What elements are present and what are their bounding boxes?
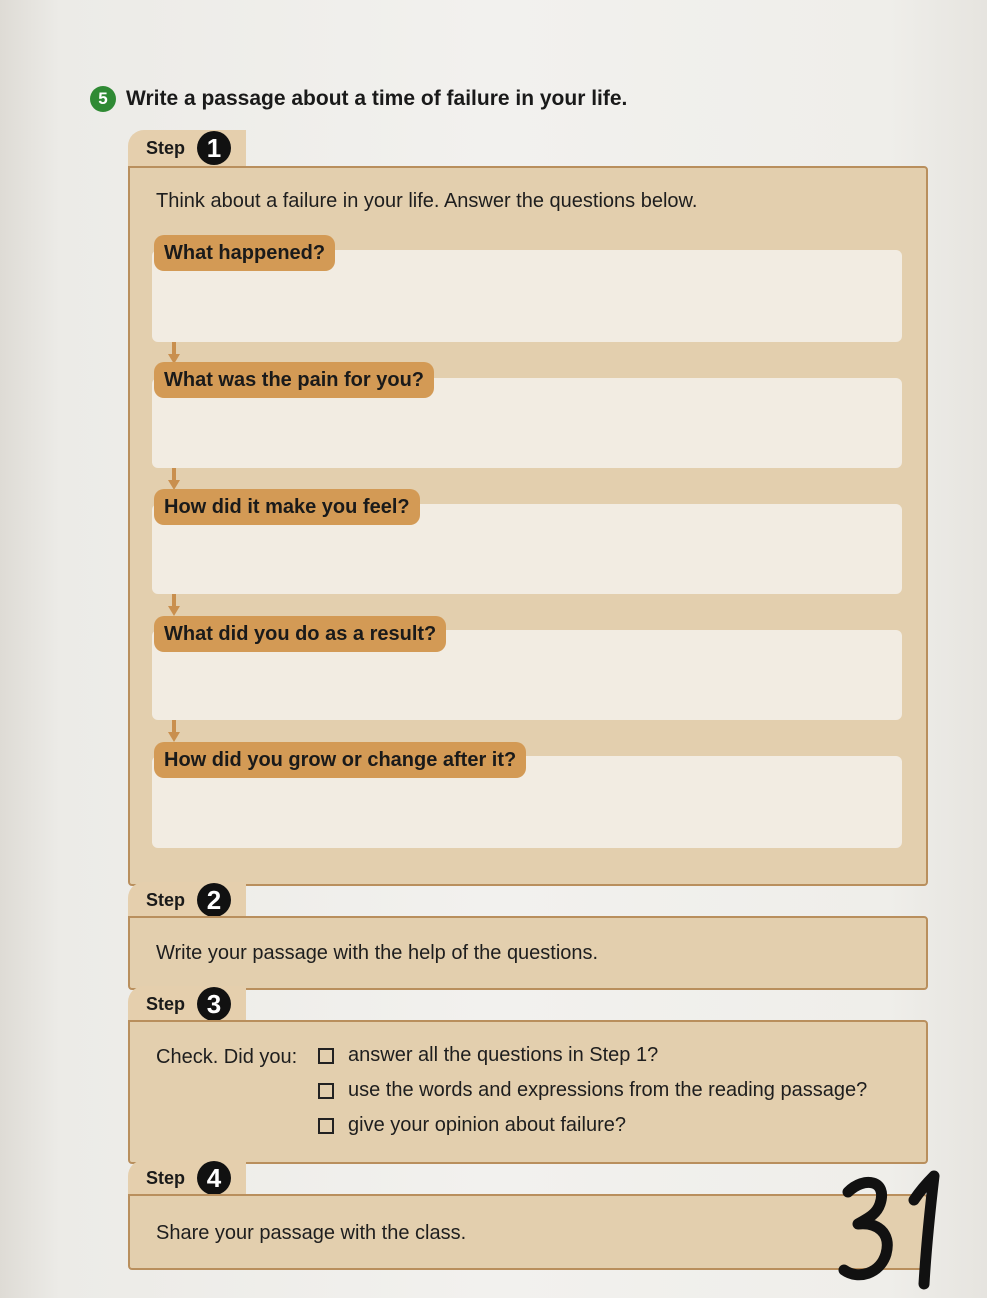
- question-label-1: What happened?: [154, 235, 335, 271]
- question-label-5: How did you grow or change after it?: [154, 742, 526, 778]
- checkbox[interactable]: [318, 1083, 334, 1099]
- step-4-instruction: Share your passage with the class.: [156, 1222, 467, 1244]
- step-2-number: 2: [197, 883, 231, 917]
- step-4-tab: [128, 1160, 246, 1196]
- step-3-instruction: Check. Did you:: [156, 1046, 298, 1068]
- exercise-number-badge: 5: [90, 86, 116, 112]
- checklist-item[interactable]: [318, 1079, 867, 1102]
- step-2-box: [128, 916, 928, 990]
- step-1-number: 1: [197, 131, 231, 165]
- step-4-word: Step: [146, 1167, 186, 1188]
- arrow-down-icon: [168, 594, 180, 616]
- checklist-item-label: use the words and expressions from the reading passage?: [348, 1079, 868, 1101]
- question-label-4: What did you do as a result?: [154, 616, 446, 652]
- checklist-item-label: answer all the questions in Step 1?: [348, 1044, 659, 1066]
- step-3-number: 3: [197, 987, 231, 1021]
- arrow-down-icon: [168, 720, 180, 742]
- question-label-3: How did it make you feel?: [154, 489, 420, 525]
- exercise-title: Write a passage about a time of failure in your life.: [126, 87, 628, 110]
- handwritten-page-number: [836, 1170, 946, 1290]
- arrow-down-icon: [168, 342, 180, 364]
- checkbox[interactable]: [318, 1048, 334, 1064]
- exercise-header: [90, 86, 627, 112]
- step-2-tab: [128, 882, 246, 918]
- step-3-tab: [128, 986, 246, 1022]
- step-4-number: 4: [197, 1161, 231, 1195]
- step-1-tab: [128, 130, 246, 166]
- step-3-word: Step: [146, 993, 186, 1014]
- step-2-word: Step: [146, 889, 186, 910]
- checklist-item[interactable]: [318, 1114, 626, 1137]
- checkbox[interactable]: [318, 1118, 334, 1134]
- checklist-item-label: give your opinion about failure?: [348, 1114, 626, 1136]
- step-1-instruction: Think about a failure in your life. Answer the questions below.: [156, 190, 698, 212]
- arrow-down-icon: [168, 468, 180, 490]
- step-4-box: [128, 1194, 928, 1270]
- question-label-2: What was the pain for you?: [154, 362, 434, 398]
- checklist-item[interactable]: [318, 1044, 658, 1067]
- step-1-word: Step: [146, 137, 186, 158]
- step-2-instruction: Write your passage with the help of the questions.: [156, 942, 599, 964]
